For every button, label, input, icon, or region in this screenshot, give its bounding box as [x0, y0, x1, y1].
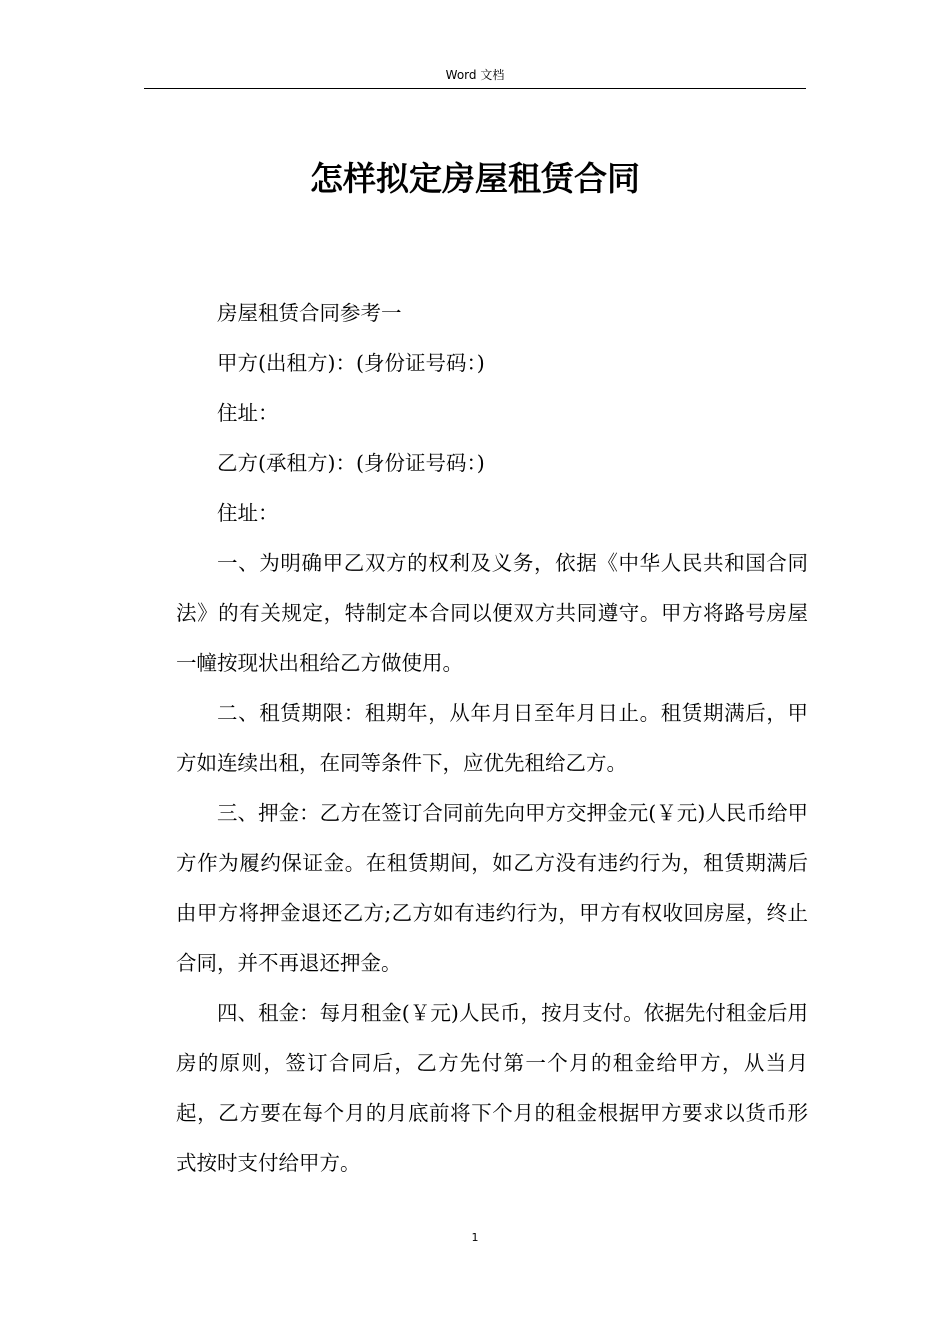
paragraph-reference-heading: 房屋租赁合同参考一: [217, 301, 402, 325]
header-divider: [144, 88, 806, 89]
page-header: Word 文档: [445, 68, 505, 82]
paragraph-clause-3: 三、押金：乙方在签订合同前先向甲方交押金元(￥元)人民币给甲方作为履约保证金。在租赁期间，如乙方没有违约行为，租赁期满后由甲方将押金退还乙方;乙方如有违约行为，甲方有权收回房屋，终止合同，并不再退还押金。: [176, 801, 808, 975]
document-body: [176, 288, 808, 1188]
paragraph-party-b-address: 住址：: [217, 501, 279, 525]
document-title: 怎样拟定房屋租赁合同: [310, 159, 640, 198]
paragraph-clause-1: 一、为明确甲乙双方的权利及义务，依据《中华人民共和国合同法》的有关规定，特制定本合同以便双方共同遵守。甲方将路号房屋一幢按现状出租给乙方做使用。: [176, 551, 808, 675]
paragraph-clause-4: 四、租金：每月租金(￥元)人民币，按月支付。依据先付租金后用房的原则，签订合同后，乙方先付第一个月的租金给甲方，从当月起，乙方要在每个月的月底前将下个月的租金根据甲方要求以货币形式按时支付给甲方。: [176, 1001, 808, 1175]
paragraph-party-a: 甲方(出租方)：(身份证号码：): [217, 351, 485, 375]
page-number: 1: [471, 1231, 479, 1244]
paragraph-clause-2: 二、租赁期限：租期年，从年月日至年月日止。租赁期满后，甲方如连续出租，在同等条件下，应优先租给乙方。: [176, 701, 808, 775]
paragraph-party-b: 乙方(承租方)：(身份证号码：): [217, 451, 485, 475]
paragraph-party-a-address: 住址：: [217, 401, 279, 425]
